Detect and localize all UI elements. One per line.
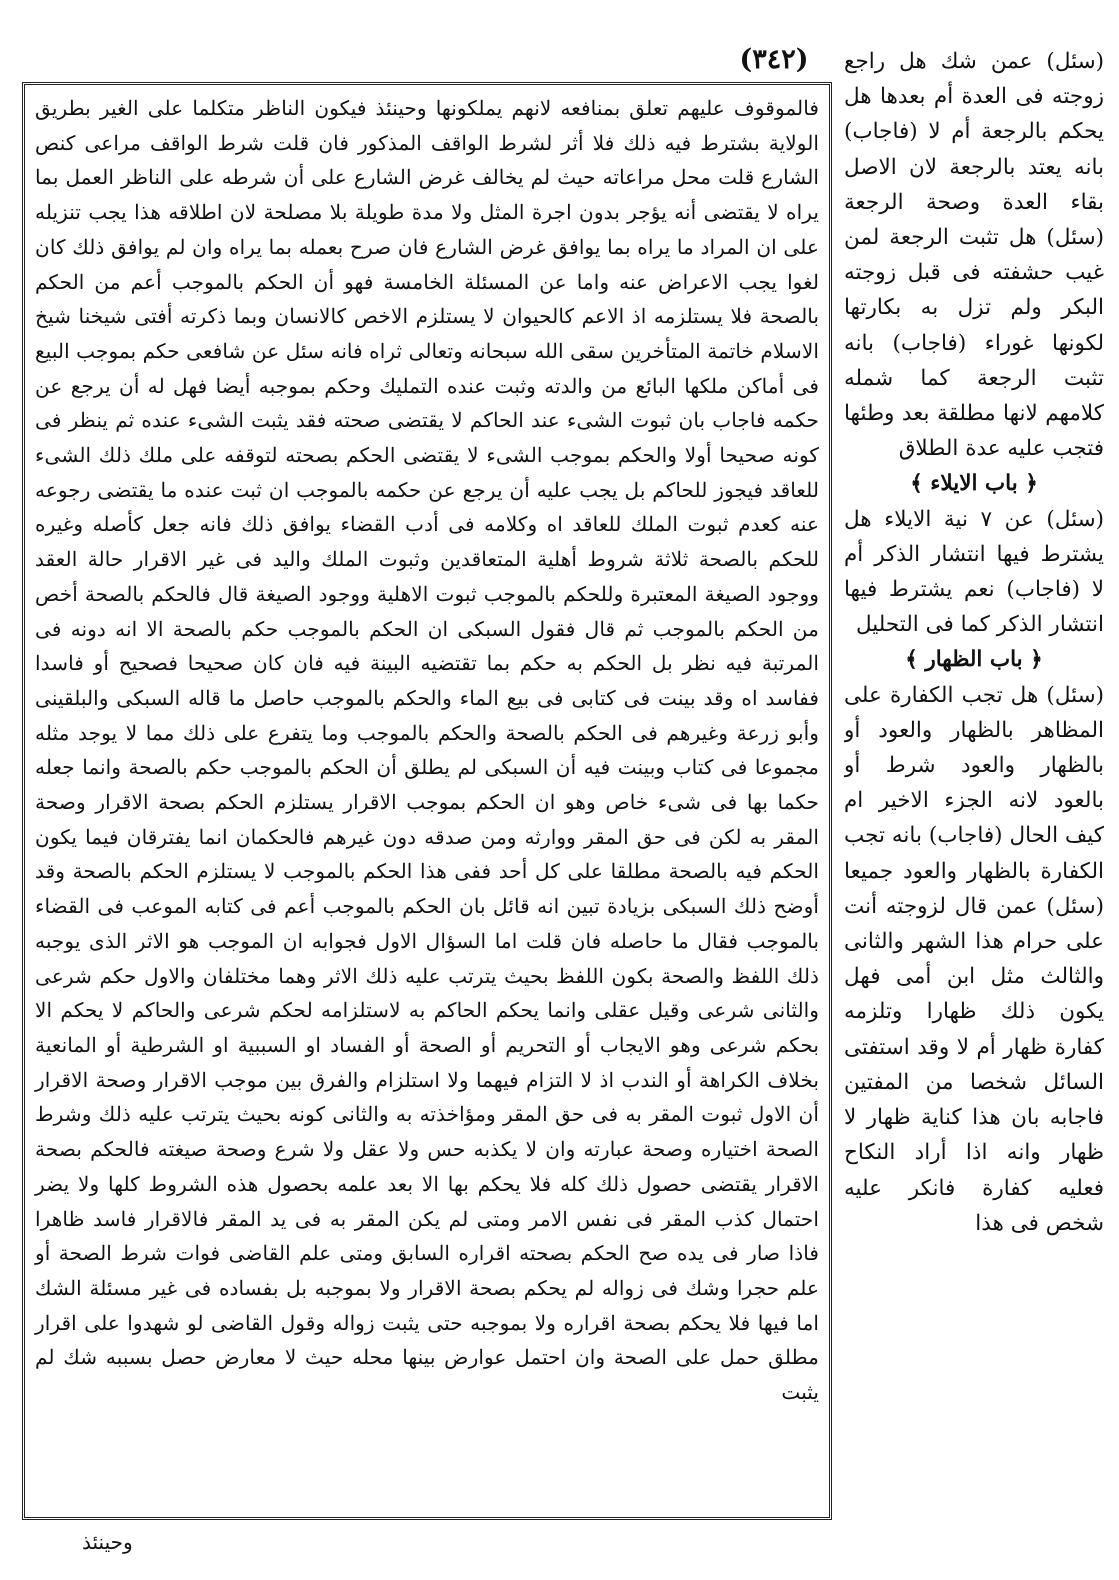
catchword: وحينئذ [82, 1530, 133, 1554]
margin-commentary [844, 44, 1104, 1544]
margin-section-heading: ﴿ باب الايلاء ﴾ [910, 471, 1038, 497]
page-number: (٣٤٢) [739, 44, 809, 75]
main-text-frame [22, 82, 832, 1520]
margin-paragraph: (سئل) عمن شك هل راجع زوجته فى العدة أم بعدها هل يحكم بالرجعة أم لا (فاجاب) بانه يعتد بالرجعة لان الاصل بقاء العدة وصحة الرجعة (سئل) هل تثبت الرجعة لمن غيب حشفته فى قبل زوجته البكر ولم تزل به بكارتها لكونها غوراء (فاجاب) بانه تثبت الرجعة كما شمله كلامهم لانها مطلقة بعد وطئها فتجب عليه عدة الطلاق [844, 49, 1104, 462]
main-text-body [35, 91, 819, 1410]
margin-paragraph: (سئل) هل تجب الكفارة على المظاهر بالظهار والعود أو بالظهار والعود شرط أو بالعود لانه الجزء الاخير ام كيف الحال (فاجاب) بانه تجب الكفارة بالظهار والعود جميعا (سئل) عمن قال لزوجته أنت على حرام هذا الشهر والثانى والثالث مثل ابن أمى فهل يكون ذلك ظهارا وتلزمه كفارة ظهار أم لا وقد استفتى السائل شخصا من المفتين فاجابه بان هذا كناية ظهار لا ظهار وانه اذا أراد النكاح فعليه كفارة فانكر عليه شخص فى هذا [844, 682, 1104, 1236]
margin-section-heading: ﴿ باب الظهار ﴾ [905, 647, 1043, 673]
margin-paragraph: (سئل) عن ٧ نية الايلاء هل يشترط فيها انتشار الذكر أم لا (فاجاب) نعم يشترط فيها انتشار الذكر كما فى التحليل [844, 506, 1104, 638]
main-paragraph: فالموقوف عليهم تعلق بمنافعه لانهم يملكونها وحينئذ فيكون الناظر متكلما على الغير بطريق الولاية بشترط فيه ذلك فلا أثر لشرط الواقف المذكور فان قلت شرط الواقف مراعى كنص الشارع قلت محل مراعاته حيث لم يخالف غرض الشارع على أن شرطه على الناظر العمل بما يراه لا يقتضى أنه يؤجر بدون اجرة المثل ولا مدة طويلة بلا مصلحة لان اطلاقه هذا يجب تنزيله على ان المراد ما يراه بما يوافق غرض الشارع فان صرح بعمله بما يراه وان لم يوافق ذلك كان لغوا يجب الاعراض عنه واما عن المسئلة الخامسة فهو أن الحكم بالموجب أعم من الحكم بالصحة فلا يستلزمه اذ الاعم كالحيوان لا يستلزم الاخص كالانسان وبما ذكرته أفتى شيخنا شيخ الاسلام خاتمة المتأخرين سقى الله سبحانه وتعالى ثراه فانه سئل عن شافعى حكم بموجب البيع فى أماكن ملكها البائع من والدته وثبت عنده التمليك وحكم بموجبه أيضا فهل له أن يرجع عن حكمه فاجاب بان ثبوت الشىء عند الحاكم لا يقتضى صحته فقد يثبت الشىء عنده ثم ينظر فى كونه صحيحا أولا والحكم بموجب الشىء لا يقتضى الحكم بصحته لتوقفه على ملك ذلك الشىء للعاقد فيجوز للحاكم بل يجب عليه أن يرجع عن حكمه بالموجب ان ثبت عنده ما يقتضى رجوعه عنه كعدم ثبوت الملك للعاقد اه وكلامه فى أدب القضاء يوافق ذلك فانه جعل كأصله وغيره للحكم بالصحة ثلاثة شروط أهلية المتعاقدين وثبوت الملك واليد فى غير الاقرار حالة العقد ووجود الصيغة المعتبرة وللحكم بالموجب ثبوت الاهلية ووجود الصيغة قال فالحكم بالصحة أخص من الحكم بالموجب ثم قال فقول السبكى ان الحكم بالموجب حكم بالصحة الا انه دونه فى المرتبة فيه نظر بل الحكم به حكم بما تقتضيه البينة فيه فان كان صحيحا فصحيح أو فاسدا ففاسد اه وقد بينت فى كتابى فى بيع الماء والحكم بالموجب حاصل ما قاله السبكى والبلقينى وأبو زرعة وغيرهم فى الحكم بالصحة والحكم بالموجب وما يتفرع على ذلك مما لا يوجد مثله مجموعا فى كتاب وبينت فيه أن السبكى لم يطلق أن الحكم بالموجب حكم بالصحة وانما جعله حكما بها فى شىء خاص وهو ان الحكم بموجب الاقرار يستلزم الحكم بصحة الاقرار وصحة المقر به لكن فى حق المقر ووارثه ومن صدقه دون غيرهم فالحكمان انما يفترقان فيما يكون الحكم فيه بالصحة مطلقا على كل أحد ففى هذا الحكم بالموجب لا يستلزم الحكم بالصحة وقد أوضح ذلك السبكى بزيادة تبين انه قائل بان الحكم بالموجب أعم فى كتابه الموعب فى القضاء بالموجب فقال ما حاصله فان قلت اما السؤال الاول فجوابه ان الموجب هو الاثر الذى يوجبه ذلك اللفظ والصحة بكون اللفظ بحيث يترتب عليه ذلك الاثر وهما مختلفان والاول حكم شرعى والثانى شرعى وقيل عقلى وانما يحكم الحاكم به لاستلزامه لحكم شرعى والحاكم لا يحكم الا بحكم شرعى وهو الايجاب أو التحريم أو الصحة أو الفساد او السببية او الشرطية أو المانعية بخلاف الكراهة أو الندب اذ لا التزام فيهما ولا استلزام والفرق بين موجب الاقرار وصحة الاقرار أن الاول ثبوت المقر به فى حق المقر ومؤاخذته به والثانى كونه بحيث يترتب عليه ذلك وشرط الصحة اختياره وصحة عبارته وان لا يكذبه حس ولا عقل ولا شرع وصحة صيغته فالحكم بصحة الاقرار يقتضى حصول ذلك كله فلا يحكم بها الا بعد علمه بحصول هذه الشروط كلها ولا يضر احتمال كذب المقر فى نفس الامر ومتى لم يكن المقر به فى يد المقر فالاقرار فاسد ظاهرا فاذا صار فى يده صح الحكم بصحته اقراره السابق ومتى علم القاضى فوات شرط الصحة أو علم حجرا وشك فى زواله لم يحكم بصحة الاقرار ولا بموجبه بل بفساده فى غير مسئلة الشك اما فيها فلا يحكم بصحة اقراره ولا بموجبه حتى يثبت زواله وقول القاضى لو شهدوا على اقرار مطلق حمل على الصحة وان احتمل عوارض بينها محله حيث لا معارض حصل بسببه شك لم يثبت [35, 96, 819, 1405]
